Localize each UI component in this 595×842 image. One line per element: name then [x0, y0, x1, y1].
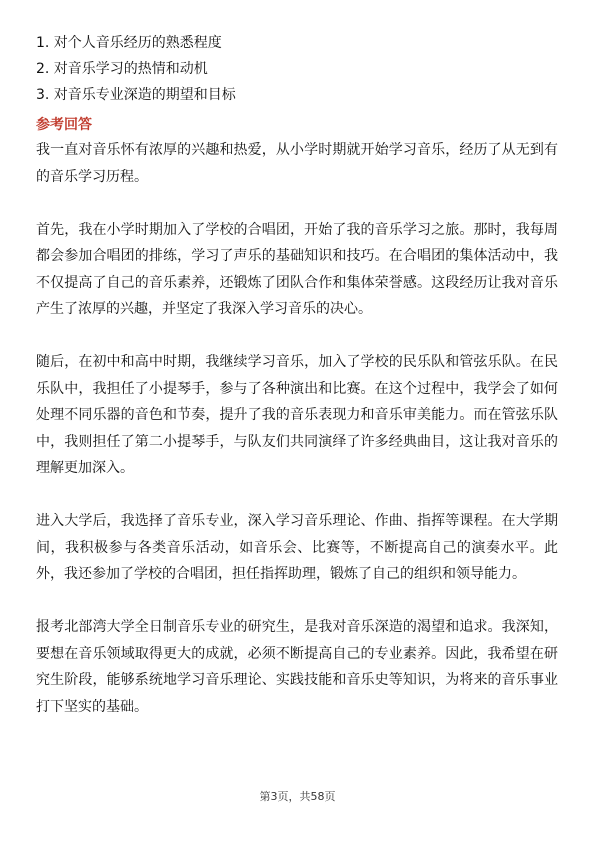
paragraph-primary-school: 首先，我在小学时期加入了学校的合唱团，开始了我的音乐学习之旅。那时，我每周都会参加合唱团的排练，学习了声乐的基础知识和技巧。在合唱团的集体活动中，我不仅提高了自己的音乐素养，还锻炼了团队合作和集体荣誉感。这段经历让我对音乐产生了浓厚的兴趣，并坚定了我深入学习音乐的决心。 [36, 221, 558, 317]
paragraph-university: 进入大学后，我选择了音乐专业，深入学习音乐理论、作曲、指挥等课程。在大学期间，我积极参与各类音乐活动，如音乐会、比赛等，不断提高自己的演奏水平。此外，我还参加了学校的合唱团，担任指挥助理，锻炼了自己的组织和领导能力。 [36, 513, 558, 582]
list-item: 1. 对个人音乐经历的熟悉程度 [36, 35, 222, 51]
page-number: 第3页，共58页 [259, 790, 336, 803]
list-item: 3. 对音乐专业深造的期望和目标 [36, 87, 236, 103]
section-title: 参考回答 [36, 117, 92, 133]
paragraph-graduate-goal: 报考北部湾大学全日制音乐专业的研究生，是我对音乐深造的渴望和追求。我深知，要想在音乐领域取得更大的成就，必须不断提高自己的专业素养。因此，我希望在研究生阶段，能够系统地学习音乐理论、实践技能和音乐史等知识，为将来的音乐事业打下坚实的基础。 [36, 619, 558, 715]
paragraph-intro: 我一直对音乐怀有浓厚的兴趣和热爱，从小学时期就开始学习音乐，经历了从无到有的音乐学习历程。 [36, 142, 558, 185]
page-content [36, 33, 558, 747]
paragraph-middle-high-school: 随后，在初中和高中时期，我继续学习音乐，加入了学校的民乐队和管弦乐队。在民乐队中，我担任了小提琴手，参与了各种演出和比赛。在这个过程中，我学会了如何处理不同乐器的音色和节奏，提升了我的音乐表现力和音乐审美能力。而在管弦乐队中，我则担任了第二小提琴手，与队友们共同演绎了许多经典曲目，这让我对音乐的理解更加深入。 [36, 354, 558, 476]
list-item: 2. 对音乐学习的热情和动机 [36, 61, 208, 77]
